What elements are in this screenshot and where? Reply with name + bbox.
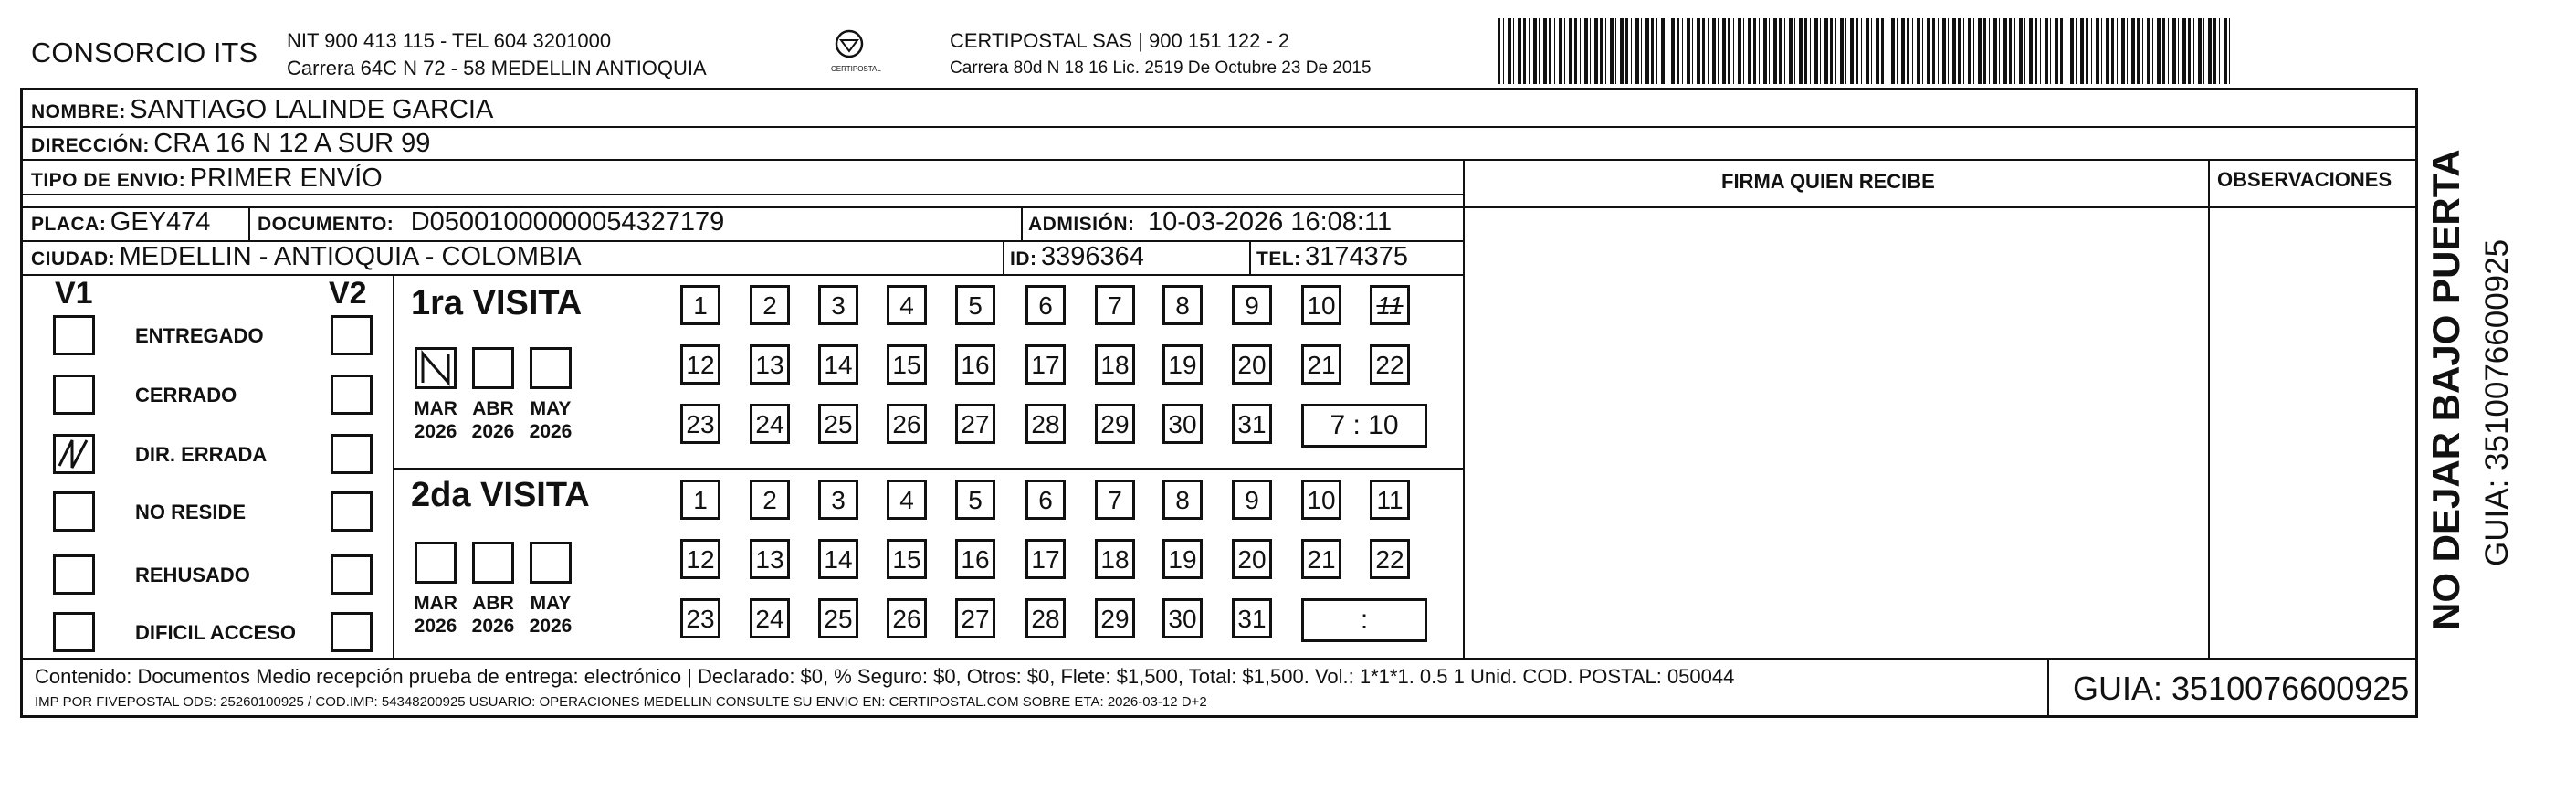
day-box[interactable]: 28 bbox=[1025, 404, 1066, 444]
nombre-row bbox=[31, 97, 493, 123]
day-box[interactable]: 1 bbox=[680, 480, 720, 520]
day-box[interactable]: 9 bbox=[1232, 480, 1272, 520]
day-box[interactable]: 4 bbox=[887, 285, 927, 325]
imp-line: IMP POR FIVEPOSTAL ODS: 25260100925 / COD.IMP: 54348200925 USUARIO: OPERACIONES MEDELLIN CONSULTE SU ENVIO EN: CERTIPOSTAL.COM SOBRE ETA: 2026-03-12 D+2 bbox=[35, 694, 1207, 710]
status-checkbox-v1[interactable] bbox=[53, 375, 95, 415]
year-label: 2026 bbox=[414, 616, 457, 638]
day-box[interactable]: 25 bbox=[818, 404, 858, 444]
month-checkbox[interactable] bbox=[415, 347, 457, 389]
nombre-label: NOMBRE: bbox=[31, 101, 126, 122]
documento-label: DOCUMENTO: bbox=[258, 214, 394, 235]
direccion-value: CRA 16 N 12 A SUR 99 bbox=[153, 129, 431, 158]
status-checkbox-v1[interactable] bbox=[53, 434, 95, 474]
tel-row bbox=[1256, 244, 1408, 270]
status-checkbox-v2[interactable] bbox=[331, 612, 373, 652]
day-box[interactable]: 15 bbox=[887, 344, 927, 385]
logo-text: CERTIPOSTAL bbox=[831, 65, 881, 73]
status-label: DIFICIL ACCESO bbox=[135, 621, 297, 644]
month-year bbox=[528, 592, 573, 638]
documento-value: D05001000000054327179 bbox=[410, 207, 725, 237]
month-label: MAR bbox=[414, 593, 457, 614]
day-box[interactable]: 28 bbox=[1025, 598, 1066, 638]
time-box[interactable]: 7 : 10 bbox=[1301, 404, 1427, 448]
month-checkbox[interactable] bbox=[415, 542, 457, 584]
day-box[interactable]: 2 bbox=[750, 285, 790, 325]
day-box[interactable]: 30 bbox=[1162, 598, 1203, 638]
year-label: 2026 bbox=[414, 421, 457, 443]
day-box[interactable]: 27 bbox=[955, 598, 995, 638]
status-checkbox-v1[interactable] bbox=[53, 315, 95, 355]
direccion-row bbox=[31, 131, 430, 157]
status-label: DIR. ERRADA bbox=[135, 443, 268, 466]
v1-label: V1 bbox=[55, 276, 93, 311]
day-box[interactable]: 22 bbox=[1370, 344, 1410, 385]
day-box[interactable]: 27 bbox=[955, 404, 995, 444]
tel-value: 3174375 bbox=[1305, 242, 1409, 271]
month-label: MAY bbox=[530, 593, 572, 614]
day-box[interactable]: 17 bbox=[1025, 539, 1066, 579]
day-box[interactable]: 13 bbox=[750, 344, 790, 385]
placa-label: PLACA: bbox=[31, 214, 107, 235]
day-box[interactable]: 14 bbox=[818, 344, 858, 385]
status-checkbox-v2[interactable] bbox=[331, 491, 373, 532]
day-box[interactable]: 11 bbox=[1370, 285, 1410, 325]
month-year bbox=[413, 592, 458, 638]
year-label: 2026 bbox=[529, 421, 573, 443]
day-box[interactable]: 20 bbox=[1232, 344, 1272, 385]
side-warning: NO DEJAR BAJO PUERTA bbox=[2424, 149, 2467, 630]
day-box[interactable]: 19 bbox=[1162, 344, 1203, 385]
status-label: NO RESIDE bbox=[135, 501, 247, 523]
day-box[interactable]: 18 bbox=[1095, 539, 1135, 579]
month-label: ABR bbox=[472, 593, 514, 614]
status-checkbox-v1[interactable] bbox=[53, 491, 95, 532]
company-name: CONSORCIO ITS bbox=[31, 37, 258, 69]
day-box[interactable]: 16 bbox=[955, 539, 995, 579]
tipo-value: PRIMER ENVÍO bbox=[189, 164, 383, 193]
day-box[interactable]: 23 bbox=[680, 404, 720, 444]
year-label: 2026 bbox=[471, 421, 515, 443]
day-box[interactable]: 7 bbox=[1095, 285, 1135, 325]
admision-label: ADMISIÓN: bbox=[1028, 214, 1135, 235]
company-address: Carrera 64C N 72 - 58 MEDELLIN ANTIOQUIA bbox=[287, 57, 707, 79]
day-box[interactable]: 10 bbox=[1301, 480, 1341, 520]
guia-number: GUIA: 3510076600925 bbox=[2073, 670, 2410, 707]
tel-label: TEL: bbox=[1256, 248, 1301, 269]
time-box[interactable]: : bbox=[1301, 598, 1427, 642]
day-box[interactable]: 6 bbox=[1025, 480, 1066, 520]
day-box[interactable]: 9 bbox=[1232, 285, 1272, 325]
month-checkbox[interactable] bbox=[472, 542, 514, 584]
day-box[interactable]: 10 bbox=[1301, 285, 1341, 325]
day-box[interactable]: 11 bbox=[1370, 480, 1410, 520]
certipostal-logo-icon bbox=[826, 27, 872, 64]
documento-row bbox=[258, 209, 724, 236]
month-year bbox=[470, 592, 516, 638]
month-checkbox[interactable] bbox=[472, 347, 514, 389]
second-visit-title: 2da VISITA bbox=[411, 476, 590, 514]
id-row bbox=[1010, 244, 1144, 270]
day-box[interactable]: 8 bbox=[1162, 285, 1203, 325]
day-box[interactable]: 7 bbox=[1095, 480, 1135, 520]
month-year bbox=[470, 397, 516, 443]
day-box[interactable]: 13 bbox=[750, 539, 790, 579]
observaciones-label: OBSERVACIONES bbox=[2217, 168, 2392, 191]
ciudad-value: MEDELLIN - ANTIOQUIA - COLOMBIA bbox=[119, 242, 582, 271]
carrier-address: Carrera 80d N 18 16 Lic. 2519 De Octubre 23 De 2015 bbox=[950, 58, 1372, 78]
day-box[interactable]: 31 bbox=[1232, 404, 1272, 444]
day-box[interactable]: 22 bbox=[1370, 539, 1410, 579]
day-box[interactable]: 20 bbox=[1232, 539, 1272, 579]
month-checkbox[interactable] bbox=[530, 347, 572, 389]
day-box[interactable]: 26 bbox=[887, 598, 927, 638]
month-year bbox=[413, 397, 458, 443]
day-box[interactable]: 24 bbox=[750, 404, 790, 444]
day-box[interactable]: 5 bbox=[955, 285, 995, 325]
status-checkbox-v2[interactable] bbox=[331, 434, 373, 474]
content-line: Contenido: Documentos Medio recepción prueba de entrega: electrónico | Declarado: $0, % Seguro: $0, Otros: $0, Flete: $1,500, Total: $1,500. Vol.: 1*1*1. 0.5 1 Unid. COD. POSTAL: 050044 bbox=[35, 665, 1735, 688]
month-year bbox=[528, 397, 573, 443]
day-box[interactable]: 15 bbox=[887, 539, 927, 579]
ciudad-row bbox=[31, 244, 582, 270]
year-label: 2026 bbox=[471, 616, 515, 638]
status-checkbox-v1[interactable] bbox=[53, 612, 95, 652]
tipo-label: TIPO DE ENVIO: bbox=[31, 170, 186, 191]
status-label: CERRADO bbox=[135, 384, 237, 406]
status-checkbox-v2[interactable] bbox=[331, 375, 373, 415]
day-box[interactable]: 29 bbox=[1095, 404, 1135, 444]
ciudad-label: CIUDAD: bbox=[31, 248, 116, 269]
day-box[interactable]: 19 bbox=[1162, 539, 1203, 579]
company-nit: NIT 900 413 115 - TEL 604 3201000 bbox=[287, 29, 612, 52]
status-label: ENTREGADO bbox=[135, 324, 264, 347]
status-label: REHUSADO bbox=[135, 564, 250, 586]
direccion-label: DIRECCIÓN: bbox=[31, 135, 150, 156]
day-box[interactable]: 12 bbox=[680, 344, 720, 385]
year-label: 2026 bbox=[529, 616, 573, 638]
carrier-name: CERTIPOSTAL SAS | 900 151 122 - 2 bbox=[950, 29, 1290, 52]
day-box[interactable]: 26 bbox=[887, 404, 927, 444]
month-label: ABR bbox=[472, 398, 514, 419]
day-box[interactable]: 18 bbox=[1095, 344, 1135, 385]
day-box[interactable]: 29 bbox=[1095, 598, 1135, 638]
day-box[interactable]: 2 bbox=[750, 480, 790, 520]
day-box[interactable]: 23 bbox=[680, 598, 720, 638]
day-box[interactable]: 21 bbox=[1301, 344, 1341, 385]
status-checkbox-v1[interactable] bbox=[53, 554, 95, 595]
placa-value: GEY474 bbox=[110, 207, 211, 237]
status-checkbox-v2[interactable] bbox=[331, 554, 373, 595]
day-box[interactable]: 1 bbox=[680, 285, 720, 325]
day-box[interactable]: 12 bbox=[680, 539, 720, 579]
admision-row bbox=[1028, 209, 1392, 236]
day-box[interactable]: 14 bbox=[818, 539, 858, 579]
day-box[interactable]: 31 bbox=[1232, 598, 1272, 638]
firma-label: FIRMA QUIEN RECIBE bbox=[1721, 170, 1935, 193]
month-checkbox[interactable] bbox=[530, 542, 572, 584]
month-label: MAR bbox=[414, 398, 457, 419]
day-box[interactable]: 30 bbox=[1162, 404, 1203, 444]
day-box[interactable]: 3 bbox=[818, 285, 858, 325]
day-box[interactable]: 21 bbox=[1301, 539, 1341, 579]
day-box[interactable]: 3 bbox=[818, 480, 858, 520]
day-box[interactable]: 8 bbox=[1162, 480, 1203, 520]
id-value: 3396364 bbox=[1040, 242, 1144, 271]
admision-value: 10-03-2026 16:08:11 bbox=[1147, 207, 1393, 237]
day-box[interactable]: 16 bbox=[955, 344, 995, 385]
day-box[interactable]: 6 bbox=[1025, 285, 1066, 325]
placa-row bbox=[31, 209, 210, 236]
day-box[interactable]: 25 bbox=[818, 598, 858, 638]
id-label: ID: bbox=[1010, 248, 1037, 269]
day-box[interactable]: 24 bbox=[750, 598, 790, 638]
first-visit-title: 1ra VISITA bbox=[411, 284, 583, 322]
nombre-value: SANTIAGO LALINDE GARCIA bbox=[130, 95, 494, 124]
barcode bbox=[1498, 18, 2234, 84]
day-box[interactable]: 5 bbox=[955, 480, 995, 520]
month-label: MAY bbox=[530, 398, 572, 419]
side-guia: GUIA: 3510076600925 bbox=[2479, 238, 2515, 566]
tipo-row bbox=[31, 165, 383, 192]
v2-label: V2 bbox=[329, 276, 367, 311]
status-checkbox-v2[interactable] bbox=[331, 315, 373, 355]
day-box[interactable]: 4 bbox=[887, 480, 927, 520]
day-box[interactable]: 17 bbox=[1025, 344, 1066, 385]
